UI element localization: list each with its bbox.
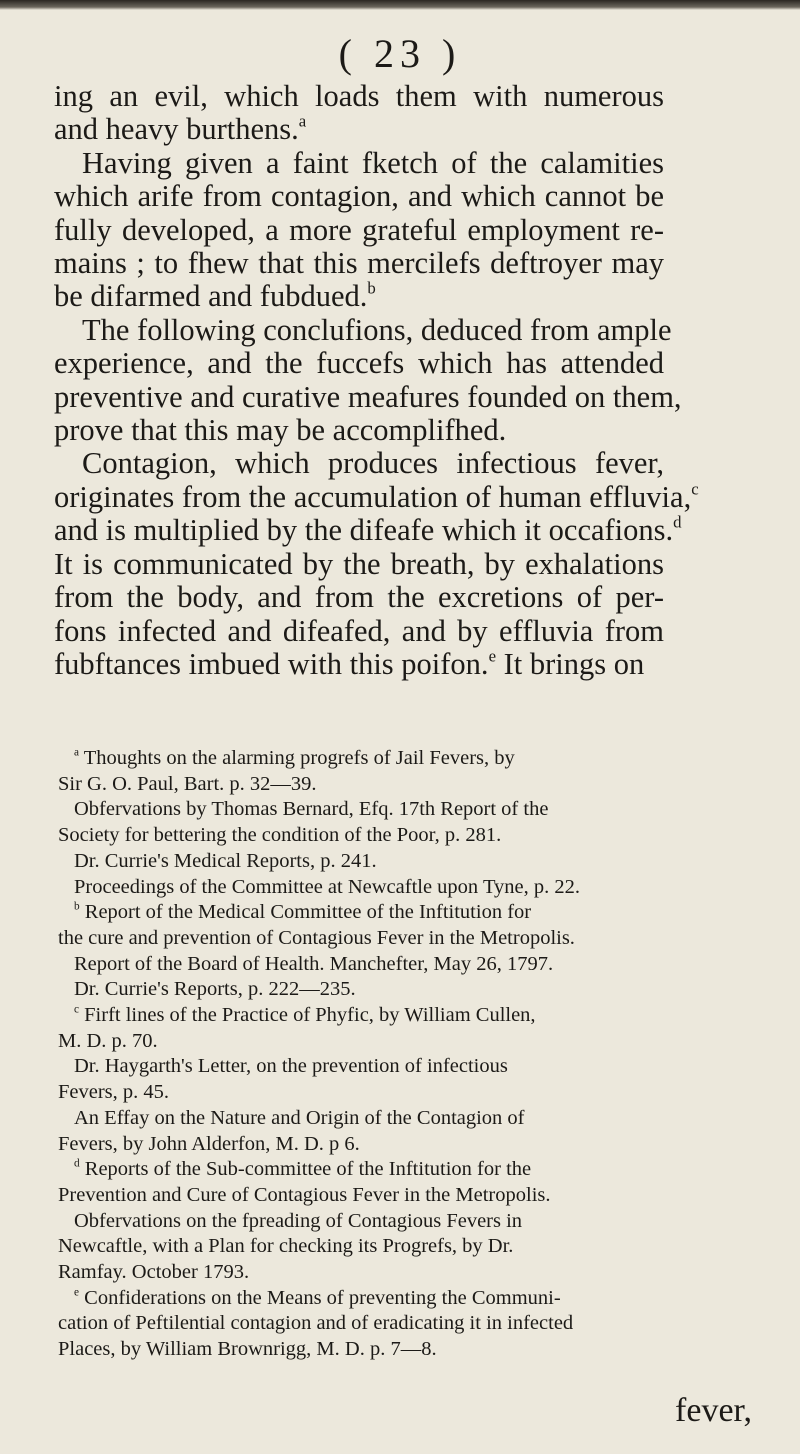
main-text (54, 79, 699, 681)
text-line: ing an evil, which loads them with numerous (54, 79, 664, 113)
footnote-ref-e: e (488, 646, 497, 666)
footnote-line: Newcaftle, with a Plan for checking its Progrefs, by Dr. (58, 1235, 514, 1258)
footnote-line: $^a$ Thoughts on the alarming progrefs of Jail Fevers, by (74, 746, 515, 769)
footnote-line: Fevers, by John Alderfon, M. D. p 6. (58, 1132, 360, 1155)
text-line: which arife from contagion, and which cannot be (54, 179, 664, 214)
footnote-mark-c: c (74, 1003, 80, 1016)
text-line: and heavy burthens.$^a$ (54, 111, 307, 147)
text-line: Having given a faint fketch of the calamities (82, 145, 664, 180)
footnote-line: Sir G. O. Paul, Bart. p. 32—39. (58, 772, 317, 795)
footnote-ref-d: d (673, 512, 682, 532)
catchword: fever, (675, 1392, 752, 1429)
text-line: mains ; to fhew that this mercilefs deftroyer may (54, 246, 664, 281)
footnote-ref-b: b (367, 278, 376, 298)
footnote-line: $^e$ Confiderations on the Means of preventing the Communi- (74, 1286, 561, 1309)
footnote-mark-a: a (74, 746, 80, 759)
footnote-line: Dr. Currie's Reports, p. 222—235. (74, 978, 356, 1001)
text-line: Contagion, which produces infectious fever, (82, 446, 664, 481)
footnote-line: Dr. Currie's Medical Reports, p. 241. (74, 849, 377, 872)
text-line: fons infected and difeafed, and by effluvia from (54, 613, 664, 648)
text-line: preventive and curative meafures founded on them, (54, 379, 682, 414)
footnote-line: Society for bettering the condition of the Poor, p. 281. (58, 824, 502, 847)
footnote-line: Places, by William Brownrigg, M. D. p. 7—8. (58, 1338, 437, 1361)
footnotes (58, 746, 668, 1363)
footnote-line: Proceedings of the Committee at Newcaftle upon Tyne, p. 22. (74, 875, 581, 898)
footnote-mark-e: e (74, 1286, 80, 1299)
footnote-line: Report of the Board of Health. Manchefter, May 26, 1797. (74, 952, 554, 975)
footnote-line: Prevention and Cure of Contagious Fever in the Metropolis. (58, 1183, 551, 1206)
footnote-line: Obfervations on the fpreading of Contagious Fevers in (74, 1209, 523, 1232)
footnote-ref-a: a (298, 111, 307, 131)
footnote-mark-d: d (74, 1157, 80, 1170)
footnote-line: M. D. p. 70. (58, 1029, 158, 1052)
text-line: prove that this may be accomplifhed. (54, 413, 507, 448)
footnote-line: $^b$ Report of the Medical Committee of the Inftitution for (74, 900, 532, 924)
text-line: It is communicated by the breath, by exhalations (54, 546, 664, 581)
footnote-line: cation of Peftilential contagion and of eradicating it in infected (58, 1312, 574, 1335)
page-number: ( 23 ) (338, 31, 462, 76)
footnote-line: Dr. Haygarth's Letter, on the prevention of infectious (74, 1055, 508, 1078)
text-line: experience, and the fuccefs which has attended (54, 346, 664, 381)
footnote-line: An Effay on the Nature and Origin of the Contagion of (74, 1106, 525, 1129)
footnote-line: Obfervations by Thomas Bernard, Efq. 17th Report of the (74, 798, 549, 821)
footnote-line: Fevers, p. 45. (58, 1081, 170, 1104)
text-line: be difarmed and fubdued.$^b$ (54, 278, 376, 314)
footnote-line: Ramfay. October 1793. (58, 1261, 250, 1284)
text-line: fubftances imbued with this poifon.$^e$ It brings on (54, 646, 645, 681)
top-edge-shadow (0, 0, 800, 10)
text-line: fully developed, a more grateful employment re- (54, 212, 664, 247)
text-line: from the body, and from the excretions of per- (54, 580, 664, 615)
footnote-mark-b: b (74, 900, 80, 913)
text-line: originates from the accumulation of human effluvia,$^c$ (54, 479, 699, 514)
footnote-line: $^c$ Firft lines of the Practice of Phyfic, by William Cullen, (74, 1003, 536, 1027)
footnote-line: the cure and prevention of Contagious Fever in the Metropolis. (58, 926, 575, 949)
footnote-ref-c: c (691, 479, 699, 499)
text-line: The following conclufions, deduced from ample (82, 312, 672, 347)
footnote-line: $^d$ Reports of the Sub-committee of the Inftitution for the (74, 1157, 532, 1181)
text-line: and is multiplied by the difeafe which it occafions.$^d$ (54, 512, 682, 548)
